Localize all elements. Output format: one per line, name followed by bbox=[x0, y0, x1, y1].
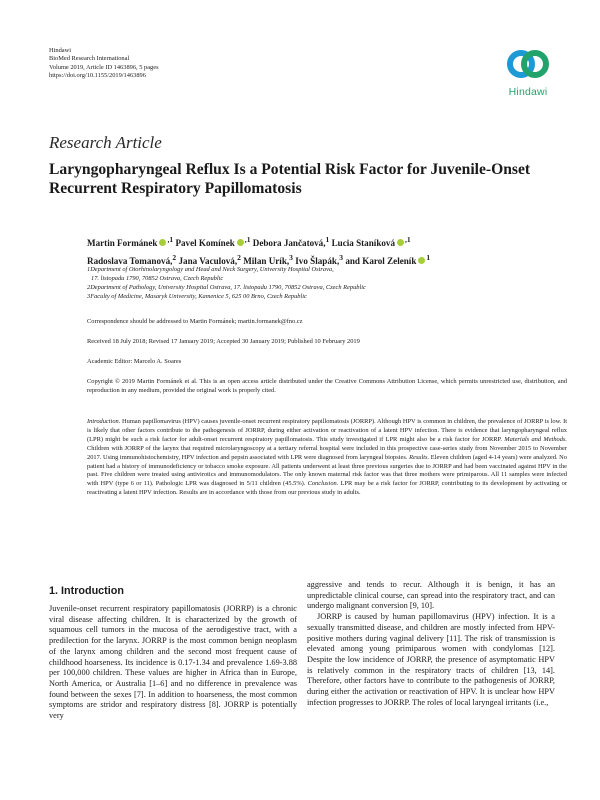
correspondence: Correspondence should be addressed to Martin Formánek; martin.formanek@fno.cz bbox=[87, 318, 303, 325]
affil-sup: ,1 bbox=[405, 235, 411, 244]
orcid-icon[interactable] bbox=[237, 239, 244, 246]
abstract-intro-label: Introduction. bbox=[87, 418, 121, 425]
publisher-name: Hindawi bbox=[49, 47, 72, 54]
author-name[interactable]: Ivo Šlapák, bbox=[295, 255, 340, 266]
affil-sup: 3 bbox=[339, 252, 344, 262]
hindawi-logo-icon bbox=[506, 44, 550, 84]
affil-sup: ,1 bbox=[167, 235, 174, 244]
article-type: Research Article bbox=[49, 133, 162, 152]
abstract-results-text: Eleven children (aged 4-14 years) were analyzed. No patient had a history of immunodeficiency or tobacco smoke exposure. All patients underwent at least three previous surgeries due to JORRP and had been vaccinated against HPV in the past. Five children were treated using antivirotics and immunomodulators. The only known maternal risk factor was that three mothers were primiparous. All 11 samples were infected with HPV (type 6 or 11). Pathologic LPR was diagnosed in 5/11 children (45.5%). bbox=[87, 453, 567, 488]
affil-sup: 1 bbox=[325, 235, 330, 244]
body-column-right bbox=[307, 580, 555, 708]
affiliation-line: 17. listopadu 1790, 70852 Ostrava, Czech Republic bbox=[91, 274, 224, 282]
author-name[interactable]: Debora Jančatová, bbox=[252, 238, 326, 249]
academic-editor: Academic Editor: Marcelo A. Soares bbox=[87, 358, 182, 365]
author-name[interactable]: Martin Formánek bbox=[87, 238, 158, 249]
author-name[interactable]: Jana Vaculová, bbox=[178, 255, 238, 266]
affil-sup: 2 bbox=[172, 252, 177, 262]
author-name[interactable]: and Karol Zeleník bbox=[345, 255, 417, 266]
volume-info: Volume 2019, Article ID 1463896, 5 pages bbox=[49, 63, 159, 71]
affiliation-line: 2Department of Pathology, University Hospital Ostrava, 17. listopadu 1790, 70852 Ostrava, Czech Republic bbox=[87, 283, 366, 291]
affil-sup: 3 bbox=[289, 252, 293, 262]
abstract-results-label: Results. bbox=[409, 453, 430, 461]
body-paragraph: aggressive and tends to recur. Although it is benign, it has an unpredictable clinical course, can spread into the respiratory tract, and can undergo malignant conversion [9, 10]. bbox=[307, 580, 555, 611]
author-name[interactable]: Lucia Staníková bbox=[331, 238, 396, 249]
abstract-methods-text: Children with JORRP of the larynx that required microlaryngoscopy at a tertiary referral hospital were included in this prospective case-series study from November 2015 to November 2017. Using immunohistochemistry, HPV infection and pepsin associated with LPR were diagnosed from laryngeal biopsies. bbox=[87, 444, 567, 461]
orcid-icon[interactable] bbox=[159, 239, 166, 246]
section-heading: 1. Introduction bbox=[49, 585, 124, 597]
author-name[interactable]: Radoslava Tomanová, bbox=[87, 255, 173, 266]
orcid-icon[interactable] bbox=[397, 239, 404, 246]
affil-sup: 2 bbox=[237, 252, 241, 262]
body-paragraph: JORRP is caused by human papillomavirus (HPV) infection. It is a sexually transmitted disease, and children are mostly infected from HPV-positive mothers during vaginal delivery [11]. The risk of transmission is elevated among young primiparous women with condylomas [12]. Despite the low incidence of JORRP, the presence of asymptomatic HPV is relatively common in the respiratory tracts of children [13, 14]. Therefore, other factors have to contribute to the pathogenesis of JORRP, during either the activation or reactivation of HPV. It is unclear how HPV infection progresses to JORRP. The roles of local laryngeal irritants (i.e., bbox=[307, 612, 555, 707]
journal-name: BioMed Research International bbox=[49, 55, 130, 63]
article-dates: Received 18 July 2018; Revised 17 January 2019; Accepted 30 January 2019; Published 10 February 2019 bbox=[87, 338, 360, 345]
abstract-intro-text: Human papillomavirus (HPV) causes juvenile-onset recurrent respiratory papillomatosis (JORRP). Although HPV is common in children, the prevalence of JORRP is low. It is likely that other factors contribute to the pathogenesis of JORRP, during either activation or reactivation of a latent HPV infection. There is evidence that laryngopharyngeal reflux (LPR) might be such a risk factor for adult-onset recurrent respiratory papillomatosis. This study investigated if LPR might also be a risk factor for JORRP. bbox=[87, 418, 567, 443]
abstract-conclusion-label: Conclusion. bbox=[307, 480, 339, 488]
copyright-notice: Copyright © 2019 Martin Formánek et al. This is an open access article distributed under the Creative Commons Attribution License, which permits unrestricted use, distribution, and reproduction in any medium, provided the original work is properly cited. bbox=[87, 378, 567, 394]
abstract-conclusion-text: LPR may be a risk factor for JORRP, contributing to its development by activating or reactivating a latent HPV infection. Results are in accordance with those from our previous study in adults. bbox=[87, 480, 567, 497]
body-column-left bbox=[49, 604, 297, 722]
affiliation-line: 3Faculty of Medicine, Masaryk University, Kamenice 5, 625 00 Brno, Czech Republic bbox=[87, 292, 307, 300]
abstract bbox=[87, 418, 567, 498]
article-title: Laryngopharyngeal Reflux Is a Potential Risk Factor for Juvenile-Onset Recurrent Respiratory Papillomatosis bbox=[49, 161, 531, 197]
abstract-methods-label: Materials and Methods. bbox=[504, 435, 567, 443]
affiliations bbox=[87, 266, 567, 302]
journal-metadata bbox=[49, 47, 159, 80]
author-list bbox=[87, 233, 567, 268]
affil-sup: ,1 bbox=[244, 235, 251, 244]
doi-link[interactable]: https://doi.org/10.1155/2019/1463896 bbox=[49, 71, 146, 79]
affil-sup: 1 bbox=[426, 252, 431, 262]
affiliation-line: 1Department of Otorhinolaryngology and Head and Neck Surgery, University Hospital Ostrava, bbox=[87, 266, 334, 273]
author-name[interactable]: Milan Urík, bbox=[243, 255, 290, 266]
body-paragraph: Juvenile-onset recurrent respiratory papillomatosis (JORRP) is a chronic viral disease affecting children. It is characterized by the growth of squamous cell tumors in the mucosa of the aerodigestive tract, with a predilection for the larynx. JORRP is the most common benign neoplasm of the larynx among children and the second most frequent cause of childhood hoarseness. Its incidence is 0.17-1.34 and prevalence 1.69-3.88 per 100,000 children. These values are higher in Africa than in Europe, North America, or Australia [1–6] and no difference in prevalence was found between the sexes [7]. In addition to hoarseness, the most common symptoms are stridor and respiratory distress [8]. JORRP is potentially very bbox=[49, 604, 297, 721]
author-name[interactable]: Pavel Komínek bbox=[175, 238, 235, 249]
orcid-icon[interactable] bbox=[418, 257, 425, 264]
hindawi-logo bbox=[498, 44, 558, 110]
logo-wordmark: Hindawi bbox=[508, 86, 548, 98]
